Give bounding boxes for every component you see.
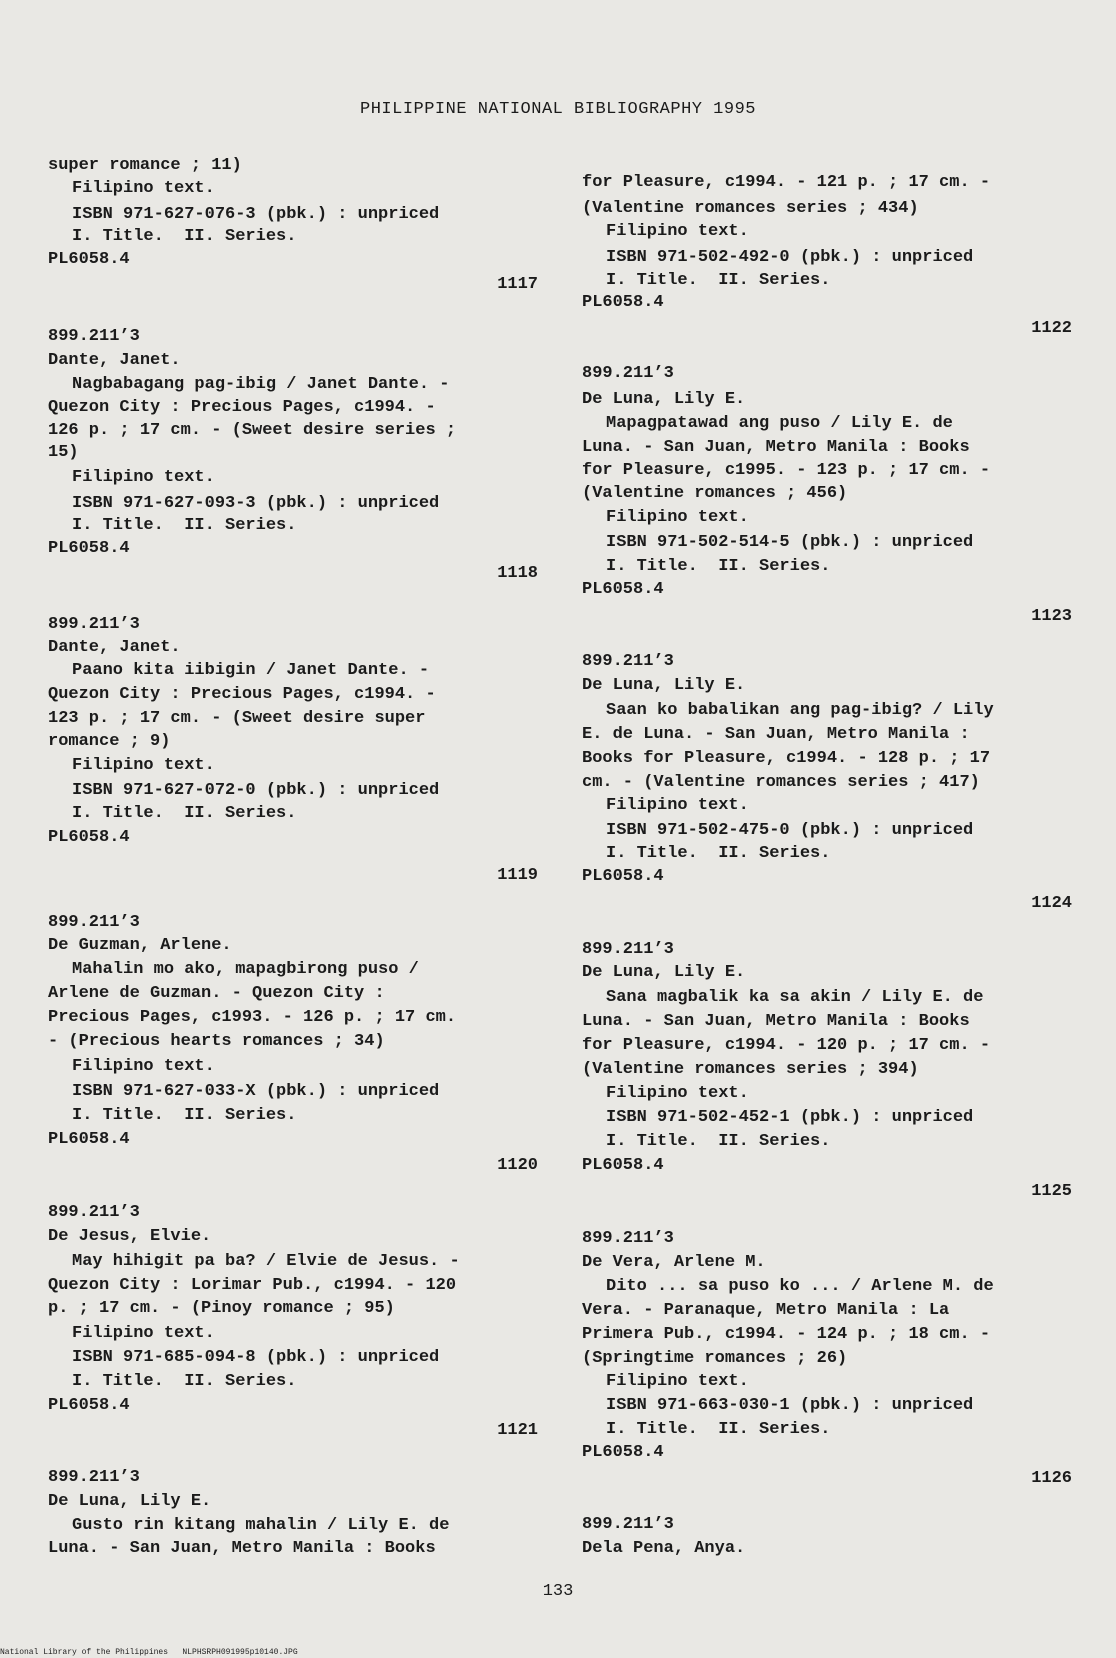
entry-tracings: I. Title. II. Series. — [606, 271, 831, 290]
entry-note: Filipino text. — [72, 1324, 215, 1343]
entry-description-line: Primera Pub., c1994. - 124 p. ; 18 cm. - — [582, 1325, 991, 1344]
entry-description-line: cm. - (Valentine romances series ; 417) — [582, 773, 980, 792]
scan-footer-caption: National Library of the Philippines NLPHSRPH091995p10140.JPG — [0, 1648, 298, 1657]
entry-class-number: 899.211’3 — [48, 913, 140, 932]
entry-description-line: E. de Luna. - San Juan, Metro Manila : — [582, 725, 970, 744]
entry-number: 1118 — [497, 564, 538, 583]
entry-class-number: 899.211’3 — [582, 1515, 674, 1534]
entry-author: Dante, Janet. — [48, 351, 181, 370]
entry-author: De Vera, Arlene M. — [582, 1253, 766, 1272]
page-header-title: PHILIPPINE NATIONAL BIBLIOGRAPHY 1995 — [360, 100, 756, 119]
entry-description-line: - (Precious hearts romances ; 34) — [48, 1032, 385, 1051]
entry-description-line: Luna. - San Juan, Metro Manila : Books — [48, 1539, 436, 1558]
entry-note: Filipino text. — [72, 1057, 215, 1076]
entry-description-line: Vera. - Paranaque, Metro Manila : La — [582, 1301, 950, 1320]
entry-description-line: Paano kita iibigin / Janet Dante. - — [72, 661, 430, 680]
entry-tracings: I. Title. II. Series. — [606, 1420, 831, 1439]
entry-description-line: Mahalin mo ako, mapagbirong puso / — [72, 960, 419, 979]
entry-description-line: p. ; 17 cm. - (Pinoy romance ; 95) — [48, 1299, 395, 1318]
entry-call-number: PL6058.4 — [48, 539, 130, 558]
entry-call-number: PL6058.4 — [48, 1396, 130, 1415]
entry-note: Filipino text. — [606, 508, 749, 527]
entry-number: 1121 — [497, 1421, 538, 1440]
entry-author: De Jesus, Elvie. — [48, 1227, 212, 1246]
entry-author: Dela Pena, Anya. — [582, 1539, 746, 1558]
entry-tracings: I. Title. II. Series. — [72, 804, 297, 823]
entry-description-line: 126 p. ; 17 cm. - (Sweet desire series ; — [48, 421, 457, 440]
entry-description-line: Sana magbalik ka sa akin / Lily E. de — [606, 988, 984, 1007]
entry-note: Filipino text. — [606, 796, 749, 815]
entry-class-number: 899.211’3 — [582, 940, 674, 959]
entry-number: 1120 — [497, 1156, 538, 1175]
entry-class-number: 899.211’3 — [48, 615, 140, 634]
entry-description-line: romance ; 9) — [48, 732, 171, 751]
entry-description-continuation: for Pleasure, c1994. - 121 p. ; 17 cm. - — [582, 173, 991, 192]
entry-description-line: (Springtime romances ; 26) — [582, 1349, 848, 1368]
entry-call-number: PL6058.4 — [582, 1156, 664, 1175]
entry-number: 1122 — [1031, 319, 1072, 338]
entry-description-line: Quezon City : Precious Pages, c1994. - — [48, 685, 436, 704]
entry-description-line: for Pleasure, c1995. - 123 p. ; 17 cm. - — [582, 461, 991, 480]
entry-call-number: PL6058.4 — [582, 293, 664, 312]
entry-number: 1117 — [497, 275, 538, 294]
entry-description-line: Gusto rin kitang mahalin / Lily E. de — [72, 1516, 450, 1535]
entry-isbn: ISBN 971-502-514-5 (pbk.) : unpriced — [606, 533, 974, 552]
entry-call-number: PL6058.4 — [48, 1130, 130, 1149]
entry-isbn: ISBN 971-685-094-8 (pbk.) : unpriced — [72, 1348, 440, 1367]
entry-class-number: 899.211’3 — [582, 652, 674, 671]
entry-isbn: ISBN 971-627-076-3 (pbk.) : unpriced — [72, 205, 440, 224]
entry-tracings: I. Title. II. Series. — [72, 1106, 297, 1125]
entry-description-line: for Pleasure, c1994. - 120 p. ; 17 cm. - — [582, 1036, 991, 1055]
entry-number: 1124 — [1031, 894, 1072, 913]
entry-description-line: Mapagpatawad ang puso / Lily E. de — [606, 414, 953, 433]
entry-author: De Luna, Lily E. — [582, 963, 746, 982]
entry-class-number: 899.211’3 — [48, 1203, 140, 1222]
entry-class-number: 899.211’3 — [48, 1468, 140, 1487]
entry-description-line: Saan ko babalikan ang pag-ibig? / Lily — [606, 701, 994, 720]
entry-class-number: 899.211’3 — [48, 327, 140, 346]
entry-description-line: Luna. - San Juan, Metro Manila : Books — [582, 1012, 970, 1031]
entry-isbn: ISBN 971-502-452-1 (pbk.) : unpriced — [606, 1108, 974, 1127]
entry-note: Filipino text. — [606, 222, 749, 241]
entry-call-number: PL6058.4 — [582, 580, 664, 599]
entry-number: 1125 — [1031, 1182, 1072, 1201]
entry-description-line: (Valentine romances ; 456) — [582, 484, 848, 503]
entry-description-line: Quezon City : Lorimar Pub., c1994. - 120 — [48, 1276, 457, 1295]
entry-note: Filipino text. — [72, 179, 215, 198]
entry-description-line: 123 p. ; 17 cm. - (Sweet desire super — [48, 709, 426, 728]
entry-class-number: 899.211’3 — [582, 1229, 674, 1248]
entry-description-line: Luna. - San Juan, Metro Manila : Books — [582, 438, 970, 457]
entry-description-line: Nagbabagang pag-ibig / Janet Dante. - — [72, 375, 450, 394]
entry-call-number: PL6058.4 — [48, 250, 130, 269]
entry-number: 1119 — [497, 866, 538, 885]
entry-isbn: ISBN 971-627-093-3 (pbk.) : unpriced — [72, 494, 440, 513]
entry-tracings: I. Title. II. Series. — [606, 844, 831, 863]
entry-author: De Luna, Lily E. — [48, 1492, 212, 1511]
entry-isbn: ISBN 971-502-492-0 (pbk.) : unpriced — [606, 248, 974, 267]
entry-number: 1123 — [1031, 607, 1072, 626]
entry-description-line: Quezon City : Precious Pages, c1994. - — [48, 398, 436, 417]
entry-tracings: I. Title. II. Series. — [72, 227, 297, 246]
entry-tracings: I. Title. II. Series. — [606, 1132, 831, 1151]
entry-description-line: Books for Pleasure, c1994. - 128 p. ; 17 — [582, 749, 991, 768]
entry-description-line: Dito ... sa puso ko ... / Arlene M. de — [606, 1277, 994, 1296]
entry-series-continuation: super romance ; 11) — [48, 156, 242, 175]
entry-description-line: May hihigit pa ba? / Elvie de Jesus. - — [72, 1252, 460, 1271]
entry-author: De Luna, Lily E. — [582, 390, 746, 409]
entry-isbn: ISBN 971-663-030-1 (pbk.) : unpriced — [606, 1396, 974, 1415]
entry-description-line: Arlene de Guzman. - Quezon City : — [48, 984, 385, 1003]
entry-isbn: ISBN 971-627-072-0 (pbk.) : unpriced — [72, 781, 440, 800]
entry-description-line: Precious Pages, c1993. - 126 p. ; 17 cm. — [48, 1008, 457, 1027]
entry-description-line: (Valentine romances series ; 394) — [582, 1060, 919, 1079]
entry-description-line: 15) — [48, 443, 79, 462]
entry-note: Filipino text. — [606, 1084, 749, 1103]
entry-tracings: I. Title. II. Series. — [606, 557, 831, 576]
entry-isbn: ISBN 971-627-033-X (pbk.) : unpriced — [72, 1082, 440, 1101]
entry-class-number: 899.211’3 — [582, 364, 674, 383]
entry-tracings: I. Title. II. Series. — [72, 1372, 297, 1391]
entry-note: Filipino text. — [72, 756, 215, 775]
entry-description-continuation: (Valentine romances series ; 434) — [582, 199, 919, 218]
entry-note: Filipino text. — [72, 468, 215, 487]
entry-author: De Guzman, Arlene. — [48, 936, 232, 955]
entry-call-number: PL6058.4 — [48, 828, 130, 847]
entry-author: De Luna, Lily E. — [582, 676, 746, 695]
entry-isbn: ISBN 971-502-475-0 (pbk.) : unpriced — [606, 821, 974, 840]
entry-note: Filipino text. — [606, 1372, 749, 1391]
page-number: 133 — [542, 1582, 574, 1601]
entry-call-number: PL6058.4 — [582, 1443, 664, 1462]
entry-call-number: PL6058.4 — [582, 867, 664, 886]
entry-author: Dante, Janet. — [48, 638, 181, 657]
entry-number: 1126 — [1031, 1469, 1072, 1488]
entry-tracings: I. Title. II. Series. — [72, 516, 297, 535]
